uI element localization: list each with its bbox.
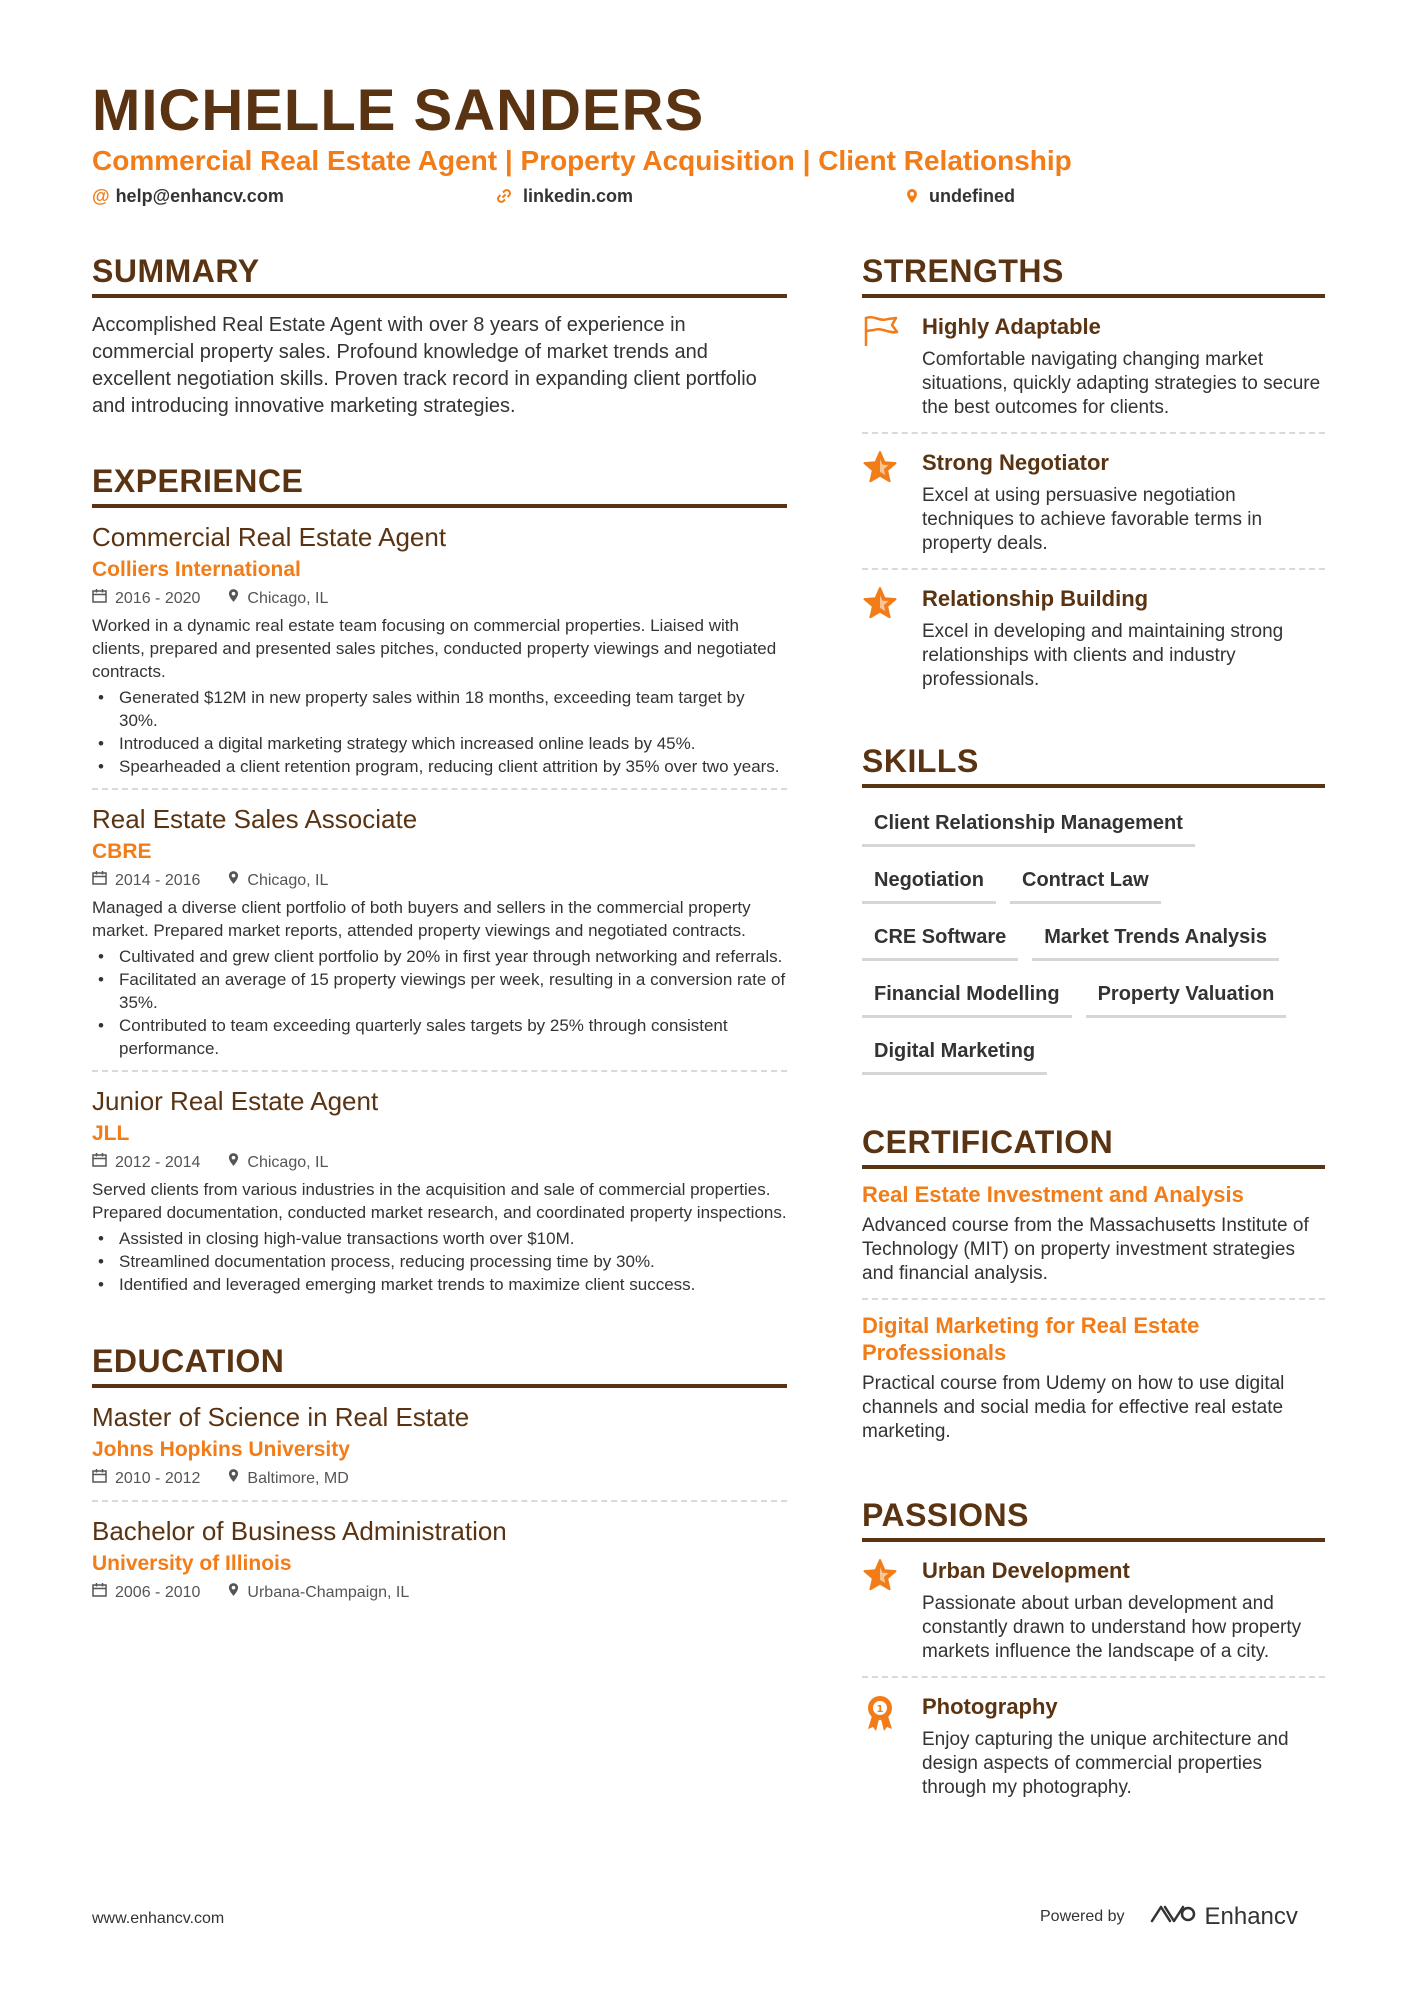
achievement-item: • Cultivated and grew client portfolio by 20% in first year through networking and referrals. [92,945,787,968]
job-dates: 2016 - 2020 [115,590,201,607]
job-dates: 2014 - 2016 [115,872,201,889]
degree-title: Master of Science in Real Estate [92,1402,470,1432]
powered-by-label: Powered by [1040,1907,1125,1925]
footer-branding[interactable] [1040,1901,1298,1932]
certification-section [862,1121,1325,1456]
job-title: Commercial Real Estate Agent [92,522,447,552]
location-pin-icon [228,588,239,610]
location-pin-icon [228,870,239,892]
skill-tag: Client Relationship Management [862,802,1195,847]
passion-text: Passionate about urban development and constantly drawn to understand how property markets influence the landscape of a city. [922,1593,1302,1662]
skill-tag: Digital Marketing [862,1030,1047,1075]
degree-title: Bachelor of Business Administration [92,1516,507,1546]
experience-entry [92,1072,787,1306]
calendar-icon [92,870,107,892]
passion-item [862,1542,1325,1678]
passion-item [862,1678,1325,1812]
skill-tag: Negotiation [862,859,996,904]
contact-location [906,184,1015,208]
job-meta [92,870,787,892]
certification-heading: CERTIFICATION [862,1121,1325,1169]
candidate-headline: Commercial Real Estate Agent | Property Acquisition | Client Relationship [92,145,1072,176]
passion-title: Urban Development [922,1558,1130,1583]
award-ribbon-icon [862,1692,922,1800]
right-column [862,250,1325,1812]
contact-email[interactable] [92,184,284,208]
skill-tag: CRE Software [862,916,1018,961]
certification-item [862,1300,1325,1456]
certification-text: Practical course from Udemy on how to use digital channels and social media for effective real estate marketing. [862,1373,1285,1442]
strength-item [862,434,1325,570]
footer-website[interactable]: www.enhancv.com [92,1910,225,1927]
job-location: Chicago, IL [247,872,329,889]
strength-text: Excel in developing and maintaining strong relationships with clients and industry professionals. [922,621,1284,690]
skill-tag: Market Trends Analysis [1032,916,1279,961]
calendar-icon [92,1468,107,1490]
star-icon [862,1556,922,1664]
left-column [92,250,787,1614]
education-dates: 2010 - 2012 [115,1470,201,1487]
linkedin-text: linkedin.com [523,186,634,206]
strength-text: Excel at using persuasive negotiation techniques to achieve favorable terms in property deals. [922,485,1263,554]
candidate-name: MICHELLE SANDERS [92,78,705,143]
certification-title: Real Estate Investment and Analysis [862,1182,1244,1207]
job-description: Served clients from various industries in the acquisition and sale of commercial properties. Prepared documentation, conducted market research, and coordinated property inspections. [92,1180,787,1222]
passion-title: Photography [922,1694,1058,1719]
at-icon: @ [92,186,110,206]
job-description: Managed a diverse client portfolio of both buyers and sellers in the commercial property market. Prepared market reports, attended property viewings and negotiated contracts. [92,898,751,940]
passions-section [862,1494,1325,1812]
calendar-icon [92,588,107,610]
achievement-item: • Assisted in closing high-value transactions worth over $10M. [92,1227,787,1250]
experience-section [92,460,787,1306]
flag-icon [862,312,922,420]
achievement-item: • Generated $12M in new property sales within 18 months, exceeding team target by 30%. [92,686,787,732]
enhancv-logo-icon [1149,1901,1197,1932]
strength-title: Highly Adaptable [922,314,1101,339]
certification-text: Advanced course from the Massachusetts Institute of Technology (MIT) on property investment strategies and financial analysis. [862,1215,1309,1284]
passions-heading: PASSIONS [862,1494,1325,1542]
strengths-heading: STRENGTHS [862,250,1325,298]
skills-heading: SKILLS [862,740,1325,788]
job-meta [92,588,787,610]
education-entry [92,1388,787,1502]
skill-tag: Contract Law [1010,859,1161,904]
company-name: Colliers International [92,558,301,581]
education-location: Urbana-Champaign, IL [247,1584,410,1601]
strength-text: Comfortable navigating changing market situations, quickly adapting strategies to secure the best outcomes for clients. [922,349,1321,418]
experience-heading: EXPERIENCE [92,460,787,508]
job-dates: 2012 - 2014 [115,1154,201,1171]
job-title: Real Estate Sales Associate [92,804,418,834]
education-heading: EDUCATION [92,1340,787,1388]
certification-title: Digital Marketing for Real Estate Professionals [862,1313,1200,1365]
education-location: Baltimore, MD [247,1470,349,1487]
achievement-item: • Identified and leveraged emerging market trends to maximize client success. [92,1273,787,1296]
school-name: University of Illinois [92,1552,292,1575]
education-entry [92,1502,787,1614]
experience-entry [92,508,787,790]
company-name: JLL [92,1122,130,1145]
job-achievements [92,686,787,778]
strength-title: Strong Negotiator [922,450,1109,475]
strengths-section [862,250,1325,704]
job-meta [92,1152,787,1174]
contact-linkedin[interactable] [496,184,633,208]
school-name: Johns Hopkins University [92,1438,350,1461]
achievement-item: • Introduced a digital marketing strategy which increased online leads by 45%. [92,732,787,755]
location-pin-icon [906,186,923,206]
location-pin-icon [228,1468,239,1490]
location-text: undefined [929,186,1016,206]
company-name: CBRE [92,840,152,863]
experience-entry [92,790,787,1072]
star-icon [862,448,922,556]
star-icon [862,584,922,692]
skill-tag: Property Valuation [1086,973,1287,1018]
strength-item [862,298,1325,434]
achievement-item: • Streamlined documentation process, reducing processing time by 30%. [92,1250,787,1273]
location-pin-icon [228,1152,239,1174]
education-section [92,1340,787,1614]
summary-heading: SUMMARY [92,250,787,298]
education-meta [92,1582,787,1604]
achievement-item: • Facilitated an average of 15 property viewings per week, resulting in a conversion rate of 35%. [92,968,787,1014]
passion-text: Enjoy capturing the unique architecture and design aspects of commercial properties through my photography. [922,1729,1289,1798]
strength-title: Relationship Building [922,586,1149,611]
job-description: Worked in a dynamic real estate team focusing on commercial properties. Liaised with clients, prepared and presented sales pitches, conducted property viewings and negotiated contracts. [92,616,777,681]
job-location: Chicago, IL [247,1154,329,1171]
calendar-icon [92,1152,107,1174]
skill-tag: Financial Modelling [862,973,1072,1018]
achievement-item: • Contributed to team exceeding quarterly sales targets by 25% through consistent performance. [92,1014,787,1060]
strength-item [862,570,1325,704]
certification-item [862,1169,1325,1300]
achievement-item: • Spearheaded a client retention program, reducing client attrition by 35% over two years. [92,755,787,778]
job-achievements [92,945,787,1060]
summary-section [92,250,787,420]
education-dates: 2006 - 2010 [115,1584,201,1601]
link-icon [496,186,517,206]
email-text: help@enhancv.com [115,186,284,206]
job-title: Junior Real Estate Agent [92,1086,379,1116]
location-pin-icon [228,1582,239,1604]
job-location: Chicago, IL [247,590,329,607]
svg-text:1: 1 [876,1704,884,1715]
job-achievements [92,1227,787,1296]
brand-name: Enhancv [1204,1902,1298,1930]
calendar-icon [92,1582,107,1604]
education-meta [92,1468,787,1490]
skills-list [862,802,1325,1087]
skills-section [862,740,1325,1087]
summary-text: Accomplished Real Estate Agent with over 8 years of experience in commercial property sales. Profound knowledge of market trends and excellent negotiation skills. Proven track record in expanding client portfolio and introducing innovative marketing strategies. [92,314,757,417]
